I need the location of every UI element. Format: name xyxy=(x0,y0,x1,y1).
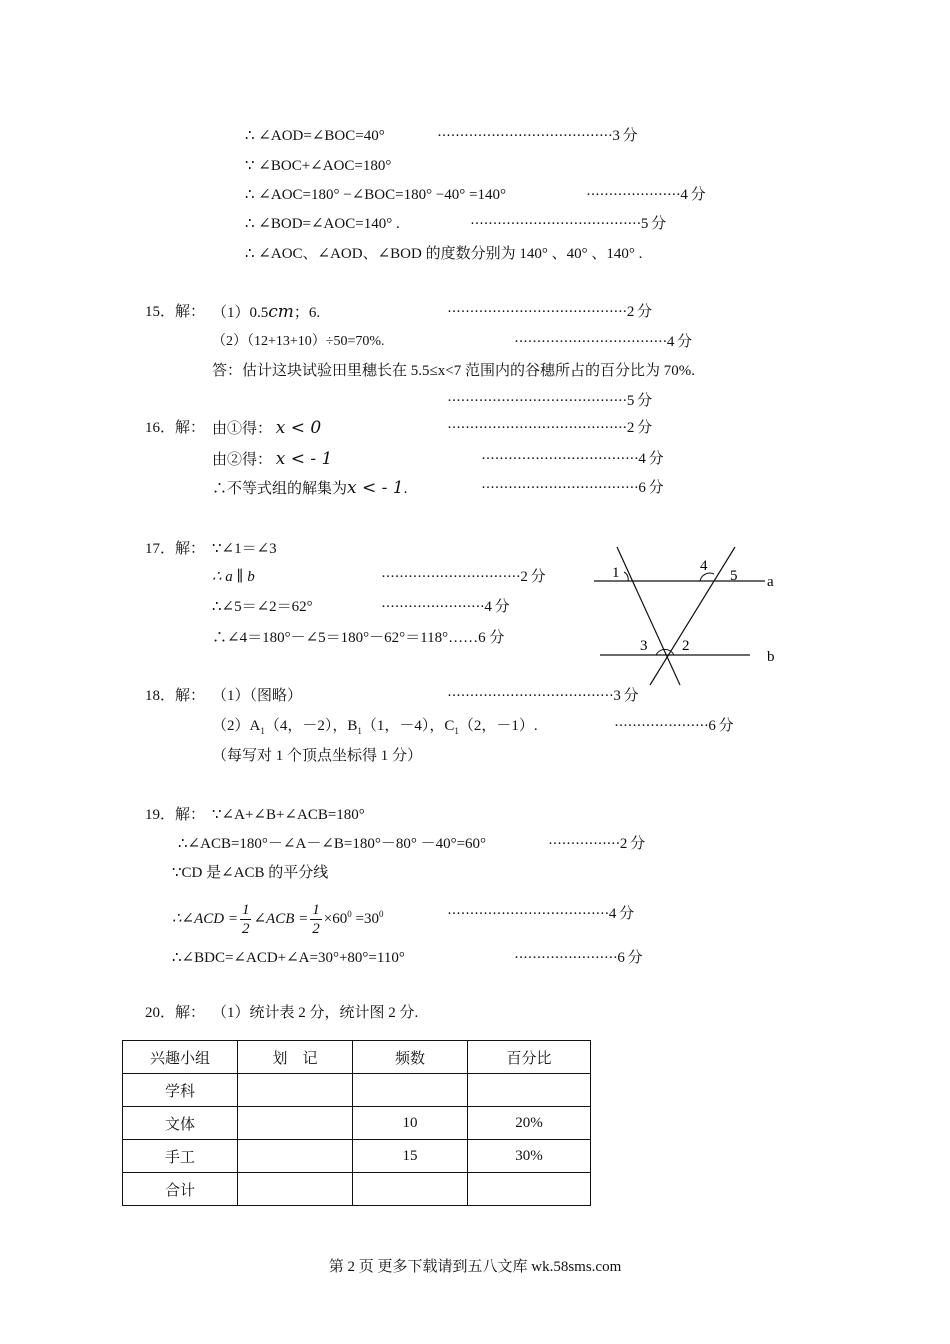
q14-line-1: ∴ ∠AOD=∠BOC=40° xyxy=(245,128,385,144)
q17-line-2-score: ·······························2 分 xyxy=(381,569,546,585)
table-row xyxy=(123,1173,591,1206)
q14-line-3-score: ·····················4 分 xyxy=(586,187,706,203)
q14-line-1-score: ·······································3 分 xyxy=(437,128,638,144)
table-cell: 15 xyxy=(353,1140,468,1173)
table-cell: 手工 xyxy=(123,1140,238,1173)
table-cell xyxy=(238,1107,353,1140)
q20-number: 20．解： xyxy=(145,1005,206,1021)
label-1: 1 xyxy=(612,565,620,581)
q19-line-4: ∴∠ACD = $\frac{1}{2}$ ∠ACB = $\frac{1}{2}$ $\times 60^0 =30^0$ xyxy=(172,902,384,938)
table-cell: 10 xyxy=(353,1107,468,1140)
header-cell: 频数 xyxy=(353,1041,468,1074)
q19-line-1: ∵∠A+∠B+∠ACB=180° xyxy=(212,807,365,823)
table-cell: 文体 xyxy=(123,1107,238,1140)
q15-line-3: 答：估计这块试验田里穗长在 5.5≤x<7 范围内的谷穗所占的百分比为 70%. xyxy=(212,363,695,379)
transversal-right xyxy=(650,547,735,685)
q17-line-3: ∴∠5＝∠2＝62° xyxy=(212,599,313,615)
q14-line-3: ∴ ∠AOC=180° −∠BOC=180° −40° =140° xyxy=(245,187,506,203)
table-cell xyxy=(238,1074,353,1107)
q16-line-1: 由①得： x < 0 xyxy=(212,418,322,438)
table-cell xyxy=(353,1173,468,1206)
q16-line-2-score: ···································4 分 xyxy=(481,451,664,467)
q17-line-3-score: ·······················4 分 xyxy=(381,599,510,615)
transversal-left xyxy=(617,547,680,685)
q18-line-3: （每写对 1 个顶点坐标得 1 分） xyxy=(212,748,423,764)
q17-line-1: ∵∠1＝∠3 xyxy=(212,541,277,557)
angle-1-arc xyxy=(624,572,628,581)
label-4: 4 xyxy=(700,558,708,574)
q16-line-2: 由②得： x < - 1 xyxy=(212,449,333,469)
table-cell xyxy=(468,1074,591,1107)
table-cell xyxy=(238,1173,353,1206)
q19-line-5: ∴∠BDC=∠ACD+∠A=30°+80°=110° xyxy=(172,950,405,966)
q14-line-4: ∴ ∠BOD=∠AOC=140° . xyxy=(245,216,400,232)
q19-line-4-score: ····································4 分 xyxy=(447,906,634,922)
q17-number: 17．解： xyxy=(145,541,206,557)
q18-line-2: $(2)A_1(4$，－2），$B_1(1$，－4），$C_1(2$，－1）. xyxy=(212,718,538,736)
label-b: b xyxy=(767,649,775,665)
header-cell: 百分比 xyxy=(468,1041,591,1074)
q20-line-1: （1）统计表 2 分，统计图 2 分. xyxy=(212,1005,419,1021)
fraction-half-1: $\frac{1}{2}$ xyxy=(241,902,250,938)
table-row xyxy=(123,1074,591,1107)
q18-line-1-score: ·····································3 分 xyxy=(447,688,639,704)
header-cell: 兴趣小组 xyxy=(123,1041,238,1074)
table-cell: 合计 xyxy=(123,1173,238,1206)
q18-number: 18．解： xyxy=(145,688,206,704)
table-row xyxy=(123,1140,591,1173)
table-cell: 30% xyxy=(468,1140,591,1173)
q14-line-5: ∴ ∠AOC、∠AOD、∠BOD 的度数分别为 140° 、40° 、140° . xyxy=(245,246,643,262)
q15-line-1: （1）0.5cm；6. xyxy=(212,302,321,322)
table-row xyxy=(123,1107,591,1140)
q18-line-1: （1）（图略） xyxy=(212,688,303,704)
q19-number: 19．解： xyxy=(145,807,206,823)
page-footer: 第 2 页 更多下载请到五八文库 wk.58sms.com xyxy=(328,1259,622,1275)
label-3: 3 xyxy=(640,638,648,654)
q19-line-2-score: ················2 分 xyxy=(548,836,645,852)
q19-line-3: ∵CD 是∠ACB 的平分线 xyxy=(172,865,329,881)
q18-line-2-score: ·····················6 分 xyxy=(614,718,734,734)
q16-line-3: ∴不等式组的解集为x < - 1. xyxy=(212,478,408,498)
q17-line-4: ∴∠4＝180°－∠5＝180°－62°＝118°……6 分 xyxy=(212,630,505,646)
q15-line-3-score: ········································5 分 xyxy=(447,393,652,409)
q15-line-2: （2）（12+13+10）÷50=70%. xyxy=(212,334,385,349)
table-header-row xyxy=(123,1041,591,1074)
q17-line-2: ∴ a ∥ b xyxy=(212,569,255,585)
q19-line-5-score: ·······················6 分 xyxy=(514,950,643,966)
q14-line-2: ∵ ∠BOC+∠AOC=180° xyxy=(245,158,392,174)
label-5: 5 xyxy=(730,568,738,584)
label-2: 2 xyxy=(682,638,690,654)
statistics-table xyxy=(122,1040,591,1206)
table-cell xyxy=(238,1140,353,1173)
table-cell xyxy=(353,1074,468,1107)
q14-line-4-score: ······································5 分 xyxy=(470,216,666,232)
label-a: a xyxy=(767,574,774,590)
q15-number: 15．解： xyxy=(145,304,206,320)
q15-line-2-score: ··································4 分 xyxy=(514,334,692,350)
fraction-half-2: $\frac{1}{2}$ xyxy=(312,902,320,938)
table-cell: 20% xyxy=(468,1107,591,1140)
header-cell: 划 记 xyxy=(238,1041,353,1074)
q19-line-2: ∴∠ACB=180°－∠A－∠B=180°－80° －40°=60° xyxy=(178,836,487,852)
q16-line-3-score: ···································6 分 xyxy=(481,480,664,496)
q15-line-1-score: ········································2 分 xyxy=(447,304,652,320)
angle-4-arc xyxy=(700,573,714,581)
q16-number: 16．解： xyxy=(145,420,206,436)
table-cell: 学科 xyxy=(123,1074,238,1107)
table-cell xyxy=(468,1173,591,1206)
parallel-lines-figure xyxy=(590,540,790,690)
q16-line-1-score: ········································2 分 xyxy=(447,420,652,436)
